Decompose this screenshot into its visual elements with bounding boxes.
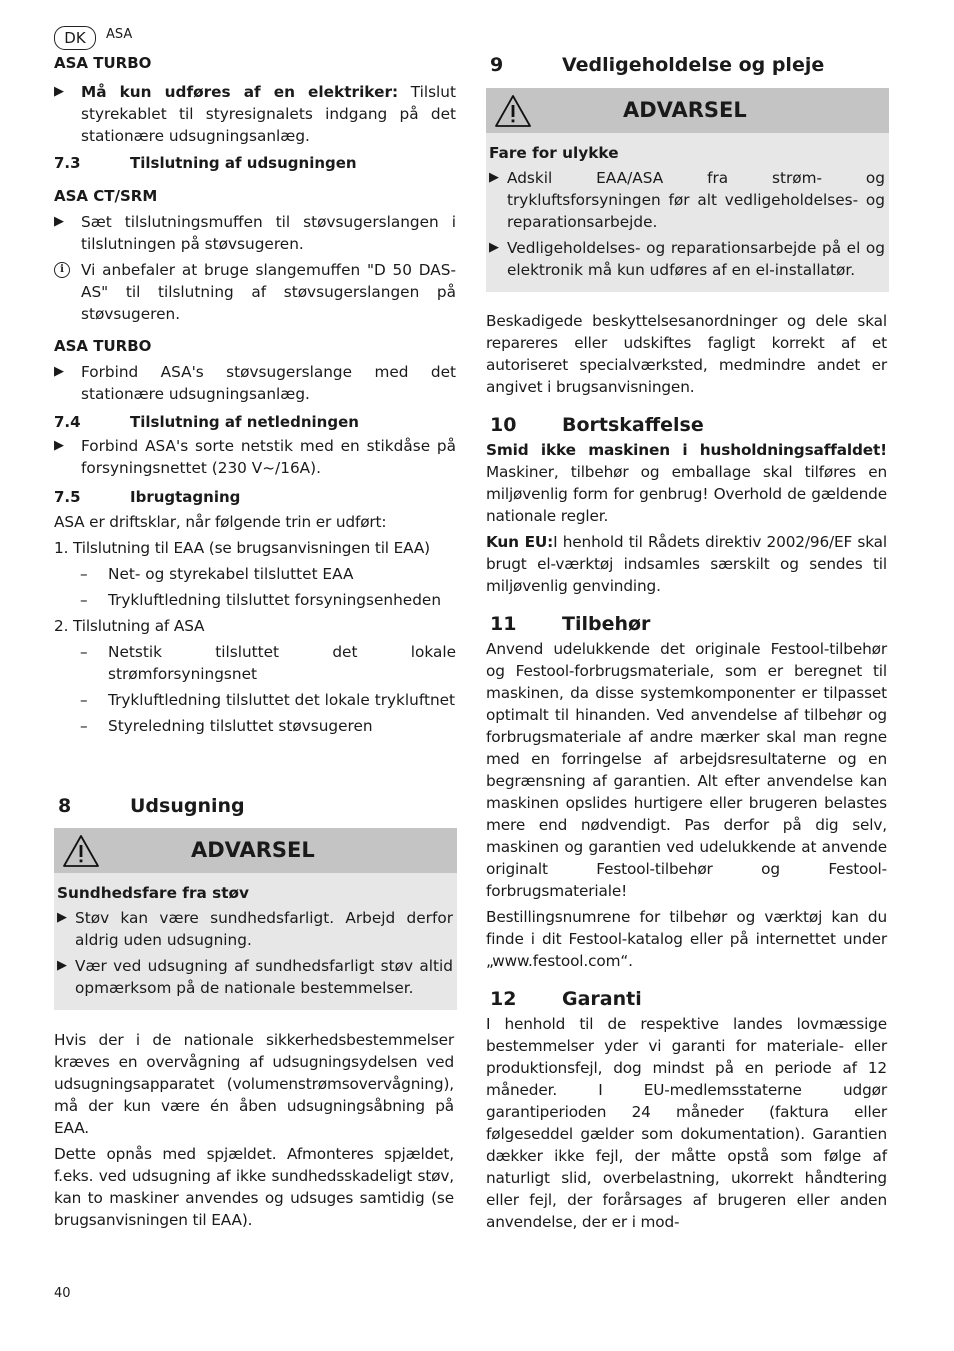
step-item-text: Trykluftledning tilsluttet forsyningsenheden — [108, 591, 442, 609]
warning-item-text: Adskil EAA/ASA fra strøm- og trykluftsforsyningen før alt vedligeholdelses- og reparationsarbejde. — [507, 169, 885, 231]
warning-triangle-icon — [62, 834, 100, 868]
step-2-item: – Styreledning tilsluttet støvsugeren — [80, 717, 373, 735]
asa-ct-block — [54, 186, 456, 325]
eu-text: I henhold til Rådets direktiv 2002/96/EF skal brugt el-værktøj indsamles særskilt og sendes til miljøvenlig genvinding. — [486, 533, 887, 595]
step-item-text: Styreledning tilsluttet støvsugeren — [108, 717, 373, 735]
warranty-paragraph: I henhold til de respektive landes lovmæssige bestemmelser yder vi garanti for materiale- eller produktionsfejl, dog mindst på en periode af 12 måneder. I EU-medlemsstaterne udgør garantiperioden 24 måneder (faktura eller følgeseddel gælder som dokumentation). Garantien dækker ikke fejl, der måtte opstå som følge af naturligt slid, overbelastning, ukorrekt håndtering eller fejl, der forårsages af brugeren eller anden anvendelse, der er i mod- — [486, 1015, 887, 1231]
language-badge: DK — [54, 26, 96, 50]
section-7-5 — [54, 487, 456, 737]
warning-body — [486, 133, 889, 289]
maintenance-paragraph-block — [486, 310, 887, 398]
damper-paragraph: Dette opnås med spjældet. Afmonteres spjældet, f.eks. ved udsugning af ikke sundhedsskadeligt støv, kan to maskiner anvendes og udsuges samtidig (se brugsanvisningen til EAA). — [54, 1145, 454, 1229]
section-title: Garanti — [562, 988, 642, 1010]
section-title: Tilslutning af netledningen — [130, 413, 359, 431]
step-2: 2. Tilslutning af ASA — [54, 617, 205, 635]
eu-paragraph — [486, 531, 887, 597]
section-11-heading — [486, 612, 887, 636]
section-10-heading — [486, 413, 887, 437]
asa-turbo-heading-2: ASA TURBO — [54, 337, 152, 355]
turbo-bullet — [54, 361, 456, 405]
step-item-text: Netstik tilsluttet det lokale strømforsyningsnet — [108, 643, 456, 683]
warning-item-text: Vedligeholdelses- og reparationsarbejde på el og elektronik må kun udføres af en el-installatør. — [507, 239, 885, 279]
monitoring-paragraph: Hvis der i de nationale sikkerhedsbestemmelser kræves en overvågning af udsugningsydelsen ved udsugningsapparatet (volumenstrømsovervågning), må der kun være én åben udsugningsåbning på EAA. — [54, 1031, 454, 1137]
asa-turbo-block — [54, 336, 456, 405]
warning-item: ▶ Vedligeholdelses- og reparationsarbejde på el og elektronik må kun udføres af en el-installatør. — [489, 239, 885, 279]
section-7-4 — [54, 412, 456, 479]
disposal-paragraph — [486, 439, 887, 527]
warning-subtitle: Fare for ulykke — [489, 144, 619, 162]
power-bullet — [54, 435, 456, 479]
step-item-text: Trykluftledning tilsluttet det lokale trykluftnet — [108, 691, 456, 709]
section-number: 7.5 — [54, 488, 81, 506]
warning-item: ▶ Adskil EAA/ASA fra strøm- og trykluftsforsyningen før alt vedligeholdelses- og reparationsarbejde. — [489, 169, 885, 231]
electrician-bullet — [54, 81, 456, 147]
section-number: 8 — [58, 795, 72, 817]
section-title: Tilslutning af udsugningen — [130, 154, 357, 172]
asa-turbo-heading: ASA TURBO — [54, 54, 152, 72]
left-top-block — [54, 53, 456, 147]
electrician-text: Tilslut styrekablet til styresignalets indgang på det stationære udsugningsanlæg. — [81, 83, 456, 145]
arrow-icon: ▶ — [54, 214, 64, 229]
asa-ct-heading: ASA CT/SRM — [54, 187, 158, 205]
order-numbers-paragraph: Bestillingsnumrene for tilbehør og værktøj kan du finde i dit Festool-katalog eller på internettet under „www.festool.com“. — [486, 908, 887, 970]
section-12 — [486, 987, 887, 1233]
arrow-icon: ▶ — [54, 84, 64, 99]
step-2-item: – Netstik tilsluttet det lokale strømforsyningsnet — [80, 643, 456, 683]
warning-item: ▶ Støv kan være sundhedsfarligt. Arbejd derfor aldrig uden udsugning. — [57, 909, 453, 949]
step-1: 1. Tilslutning til EAA (se brugsanvisningen til EAA) — [54, 539, 430, 557]
disposal-text: Maskiner, tilbehør og emballage skal tilføres en miljøvenlig form for genbrug! Overhold de gældende nationale regler. — [486, 463, 887, 525]
section-title: Ibrugtagning — [130, 488, 241, 506]
section-number: 11 — [490, 613, 517, 635]
eu-bold: Kun EU: — [486, 533, 554, 551]
section-title: Tilbehør — [562, 613, 651, 635]
section-number: 7.3 — [54, 154, 81, 172]
left-bottom-paragraphs — [54, 1029, 454, 1231]
page-number: 40 — [54, 1286, 71, 1301]
arrow-icon: ▶ — [54, 364, 64, 379]
info-icon: i — [54, 262, 70, 278]
section-title: Vedligeholdelse og pleje — [562, 54, 825, 76]
section-11 — [486, 612, 887, 972]
disposal-bold: Smid ikke maskinen i husholdningsaffaldet! — [486, 441, 887, 459]
ct-info-note — [54, 259, 456, 325]
warning-item-text: Støv kan være sundhedsfarligt. Arbejd derfor aldrig uden udsugning. — [75, 909, 453, 949]
warning-box-dust — [54, 828, 457, 1010]
header-product: ASA — [106, 27, 133, 42]
section-10 — [486, 413, 887, 597]
section-7-4-heading — [54, 412, 456, 432]
warning-header — [54, 828, 457, 873]
warning-triangle-icon — [494, 94, 532, 128]
warning-body — [54, 873, 457, 1007]
section-9-heading — [490, 53, 889, 77]
turbo-bullet-text: Forbind ASA's støvsugerslange med det stationære udsugningsanlæg. — [81, 363, 456, 403]
warning-item: ▶ Vær ved udsugning af sundhedsfarligt støv altid opmærksom på de nationale bestemmelser. — [57, 957, 453, 997]
section-7-3-heading — [54, 153, 456, 173]
ct-info-text: Vi anbefaler at bruge slangemuffen "D 50 DAS-AS" til tilslutning af støvsugerslangen på støvsugeren. — [81, 261, 456, 323]
power-bullet-text: Forbind ASA's sorte netstik med en stikdåse på forsyningsnettet (230 V~/16A). — [81, 437, 456, 477]
warning-header — [486, 88, 889, 133]
warning-label: ADVARSEL — [623, 98, 747, 122]
electrician-bold: Må kun udføres af en elektriker: — [81, 83, 399, 101]
section-8-heading — [58, 794, 456, 818]
warning-label: ADVARSEL — [191, 838, 315, 862]
section-number: 9 — [490, 54, 504, 76]
ct-bullet-text: Sæt tilslutningsmuffen til støvsugerslangen i tilslutningen på støvsugeren. — [81, 213, 456, 253]
warning-item-text: Vær ved udsugning af sundhedsfarligt støv altid opmærksom på de nationale bestemmelser. — [75, 957, 453, 997]
arrow-icon: ▶ — [54, 438, 64, 453]
step-1-item: – Trykluftledning tilsluttet forsyningsenheden — [80, 591, 442, 609]
section-number: 12 — [490, 988, 517, 1010]
ct-bullet — [54, 211, 456, 255]
warning-subtitle: Sundhedsfare fra støv — [57, 884, 250, 902]
section-12-heading — [486, 987, 887, 1011]
warning-box-accident — [486, 88, 889, 292]
step-item-text: Net- og styrekabel tilsluttet EAA — [108, 565, 354, 583]
maintenance-paragraph: Beskadigede beskyttelsesanordninger og dele skal repareres eller udskiftes fagligt korrekt af et autoriseret specialværksted, medmindre andet er angivet i brugsanvisningen. — [486, 312, 887, 396]
startup-intro: ASA er driftsklar, når følgende trin er udført: — [54, 513, 387, 531]
section-title: Udsugning — [130, 795, 245, 817]
accessories-paragraph: Anvend udelukkende det originale Festool-tilbehør og Festool-forbrugsmateriale, som er beregnet til maskinen, da disse systemkomponenter er tilpasset optimalt til hinanden. Ved anvendelse af tilbehør og forbrugsmateriale af andre mærker skal man regne med en forringelse af arbejdsresultaterne og en begrænsning af garantien. Alt efter anvendelse kan maskinen opslides hurtigere eller brugeren belastes mere end nødvendigt. Pas derfor på dig selv, maskinen og garantien ved udelukkende at anvende originalt Festool-tilbehør og Festool-forbrugsmateriale! — [486, 640, 887, 900]
section-number: 10 — [490, 414, 517, 436]
section-title: Bortskaffelse — [562, 414, 704, 436]
section-number: 7.4 — [54, 413, 81, 431]
step-2-item: – Trykluftledning tilsluttet det lokale trykluftnet — [80, 691, 456, 709]
step-1-item: – Net- og styrekabel tilsluttet EAA — [80, 565, 354, 583]
section-7-5-heading — [54, 487, 456, 507]
